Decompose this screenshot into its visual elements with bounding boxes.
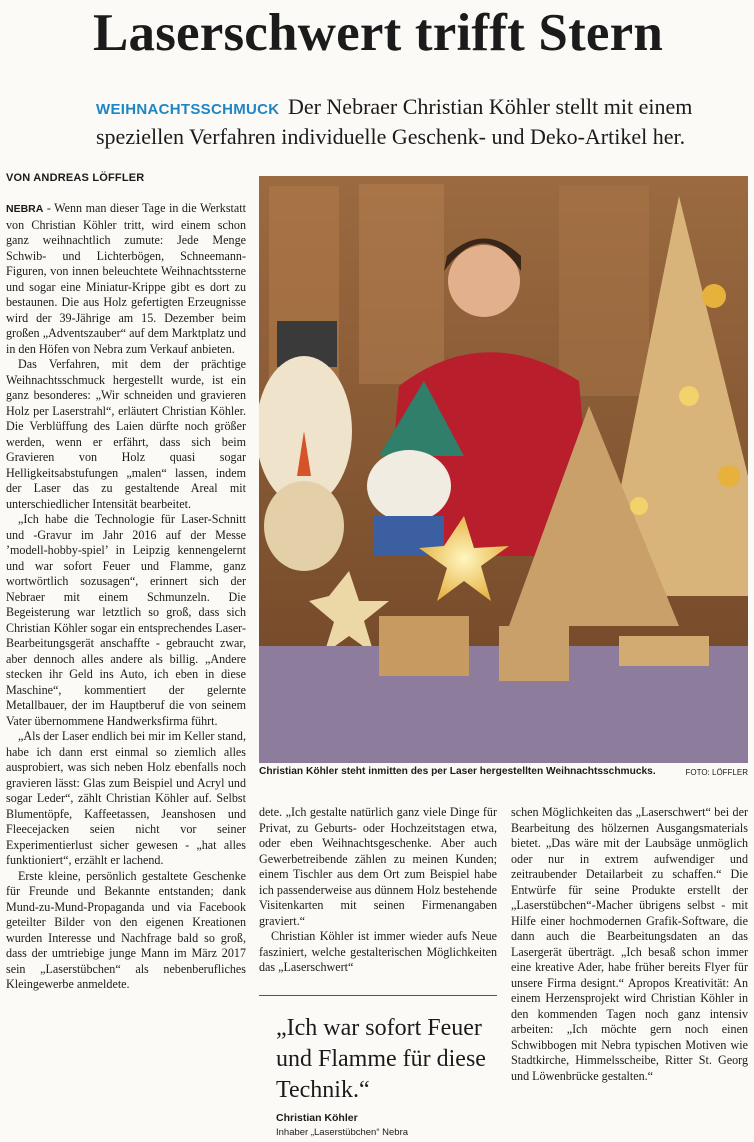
divider bbox=[259, 995, 497, 996]
paragraph: „Als der Laser endlich bei mir im Keller stand, habe ich dann erst einmal so ziemlich alles ausprobiert, was sich neben Holz ebenfalls noch gravieren lässt: Glas zum Beispiel und Acryl und sogar Leder“, zählt Christian Köhler auf. Selbst Blumentöpfe, Kaffeetassen, Jeanshosen und Fleecejacken seien nicht vor seiner Experimentierlust sicher gewesen - „hat alles funktioniert“, erzählt er lachend. bbox=[6, 729, 246, 867]
article-column-1 bbox=[6, 201, 246, 1142]
pull-quote-role: Inhaber „Laserstübchen“ Nebra bbox=[276, 1127, 409, 1138]
article-column-2 bbox=[259, 805, 497, 985]
article-column-3 bbox=[511, 805, 748, 1142]
photo-caption bbox=[259, 766, 748, 777]
article-photo bbox=[259, 176, 748, 763]
workshop-photo-illustration bbox=[259, 176, 748, 763]
photo-credit: FOTO: LÖFFLER bbox=[685, 768, 748, 777]
byline: VON ANDREAS LÖFFLER bbox=[6, 172, 145, 184]
paragraph: „Ich habe die Technologie für Laser-Schnitt und -Gravur im Jahr 2016 auf der Messe ’modell-hobby-spiel’ in Leipzig kennengelernt und war sofort Feuer und Flamme, ganz wortwörtlich sozusagen“, erinnert sich der Nebraer mit einem Schmunzeln. Die Begeisterung war letztlich so groß, dass sich Christian Köhler sogar ein entsprechendes Laser-Bearbeitungsgerät anschaffte - gebraucht zwar, aber dennoch alles andere als billig. „Andere stecken ihr Geld ins Auto, ich eben in diese Maschine“, kommentiert der gelernte Metallbauer, der im Hauptberuf die von seinem Vater übernommene Handwerksfirma führt. bbox=[6, 512, 246, 728]
subheadline-block bbox=[96, 93, 748, 150]
paragraph: Christian Köhler ist immer wieder aufs Neue fasziniert, welche gestalterischen Möglichkeiten das „Laserschwert“ bbox=[259, 929, 497, 974]
caption-text: Christian Köhler steht inmitten des per Laser hergestellten Weihnachtsschmucks. bbox=[259, 766, 656, 777]
paragraph bbox=[6, 201, 246, 357]
headline: Laserschwert trifft Stern bbox=[92, 4, 664, 62]
paragraph: schen Möglichkeiten das „Laserschwert“ bei der Bearbeitung des hölzernen Ausgangsmaterials bietet. „Das wäre mit der Laubsäge unmöglich oder nur in extrem aufwendiger und zeitraubender Detailarbeit zu schaffen.“ Die Entwürfe für seine Produkte erstellt der „Laserstübchen“-Macher übrigens selbst - mit Hilfe einer hochmodernen Grafik-Software, die dann auch die Bearbeitungsdaten an das Lasergerät überträgt. „Ich besaß schon immer eine kreative Ader, habe früher bereits Flyer für unsere Firma designt.“ Apropos Kreativität: An einem Herzensprojekt wird Christian Köhler in den kommenden Tagen noch ganz intensiv arbeiten: „Ich möchte gern noch einen Schwibbogen mit Nebra typischen Motiven wie Stadtkirche, Himmelsscheibe, Ritter St. Georg und Löwenbrücke gestalten.“ bbox=[511, 805, 748, 1083]
paragraph-text: - Wenn man dieser Tage in die Werkstatt von Christian Köhler tritt, wird einem schon ganz weihnachtlich zumute: Jede Menge Schwib- und Lichterbögen, Schneemann-Figuren, von innen beleuchtete Weihnachtssterne und sogar eine Miniatur-Krippe gibt es dort zu bestaunen. Die aus Holz gefertigten Erzeugnisse wird der 39-Jährige am 15. Dezember beim großen „Adventszauber“ auf dem Marktplatz und in den Höfen von Nebra zum Verkauf anbieten. bbox=[6, 201, 246, 356]
paragraph: dete. „Ich gestalte natürlich ganz viele Dinge für Privat, zu Geburts- oder Hochzeitstagen etwa, oder eben Weihnachtsgeschenke. Aber auch Gewerbetreibende zählen zu meinen Kunden; einem Tischler aus dem Ort zum Beispiel habe ich passenderweise aus dünnem Holz bestehende Visitenkarten mit seinen Firmenangaben graviert.“ bbox=[259, 805, 497, 928]
dateline: NEBRA bbox=[6, 203, 44, 215]
paragraph: Das Verfahren, mit dem der prächtige Weihnachtsschmuck hergestellt wurde, ist ein ganz besonderes: „Wir schneiden und gravieren Holz per Laserstrahl“, erläutert Christian Köhler. Die Verblüffung des Laien dürfte noch größer werden, wenn er erfährt, dass sich beim Gravieren von Holz quasi sogar Helligkeitsabstufungen „malen“ lassen, indem der Laser das zu gestaltende Areal mit unterschiedlicher Intensität bearbeitet. bbox=[6, 357, 246, 511]
pull-quote-author: Christian Köhler bbox=[276, 1112, 358, 1124]
subheadline: Der Nebraer Christian Köhler stellt mit einem speziellen Verfahren individuelle Geschenk- und Deko-Artikel her. bbox=[96, 94, 693, 149]
paragraph: Erste kleine, persönlich gestaltete Geschenke für Freunde und Bekannte entstanden; dank Mund-zu-Mund-Propaganda und via Facebook geteilter Bilder von den eigenen Kreationen wurden Interesse und Nachfrage bald so groß, dass der umtriebige junge Mann im März 2017 sein „Laserstübchen“ als nebenberufliches Kleingewerbe anmeldete. bbox=[6, 868, 246, 991]
kicker: WEIHNACHTSSCHMUCK bbox=[96, 101, 280, 118]
pull-quote: „Ich war sofort Feuer und Flamme für diese Technik.“ bbox=[276, 1015, 486, 1103]
